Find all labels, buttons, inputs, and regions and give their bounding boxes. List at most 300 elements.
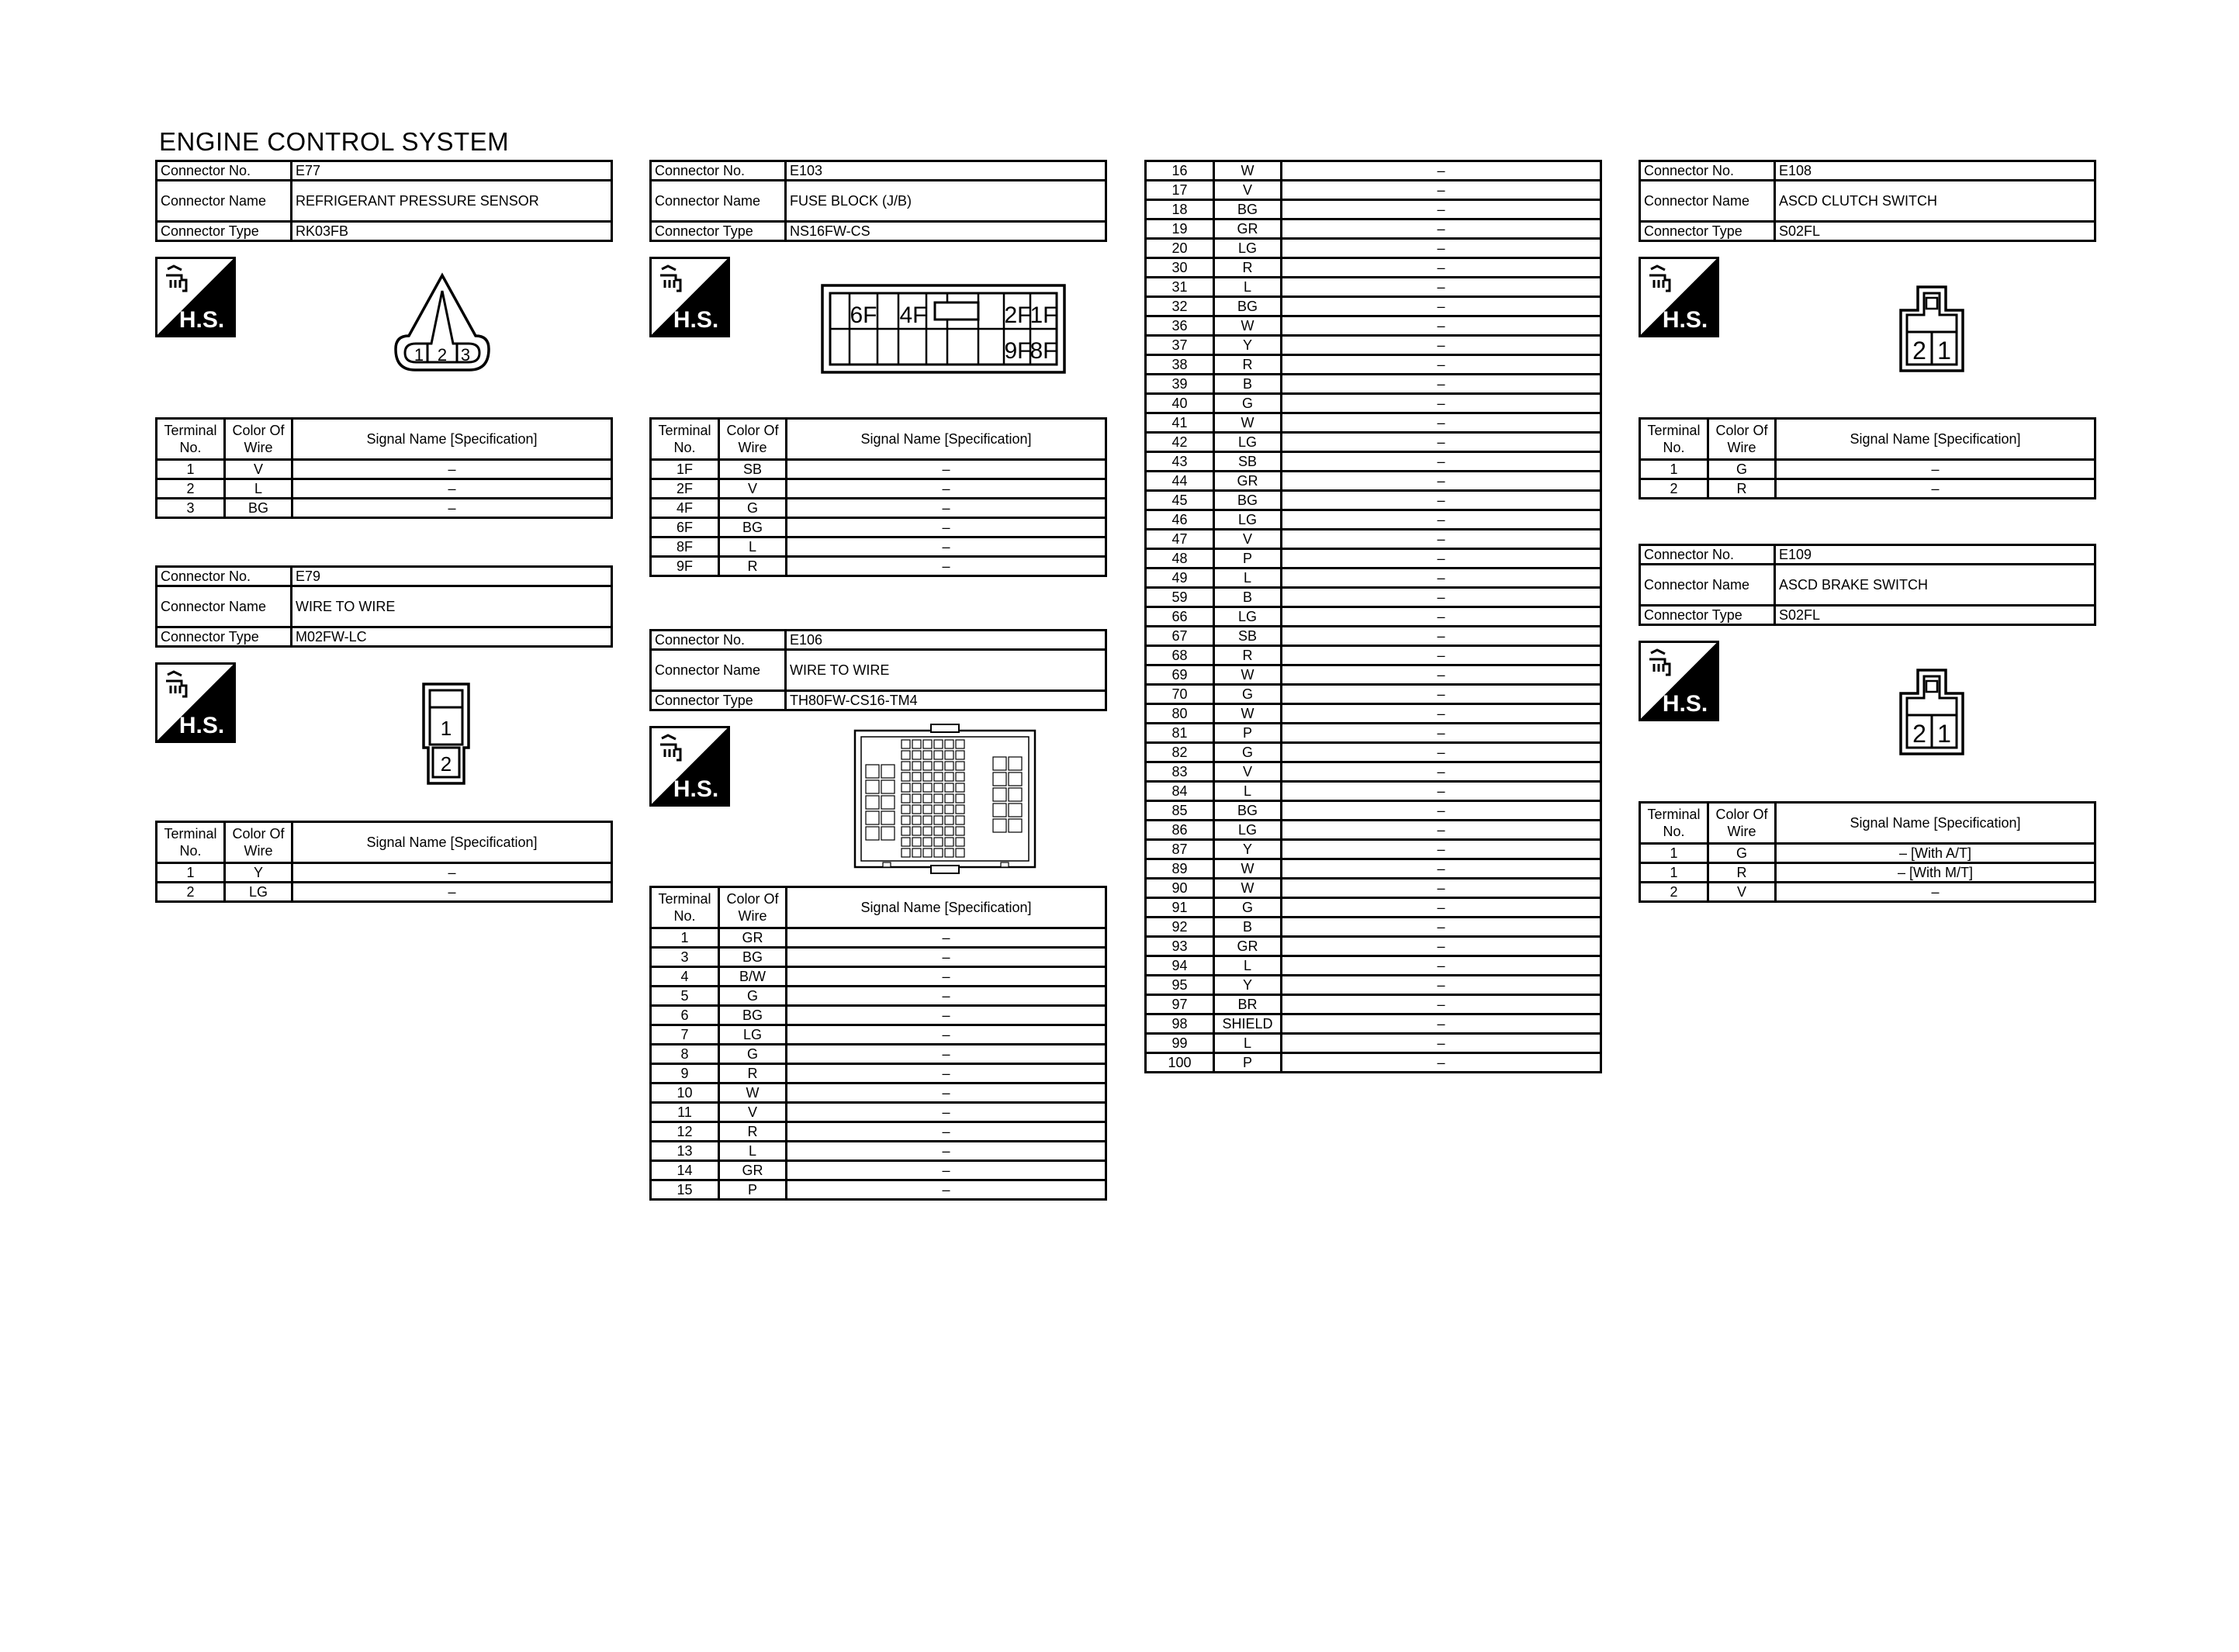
signal-name-cell: – [787,1103,1106,1122]
connector-name-value: WIRE TO WIRE [786,650,1106,691]
signal-name-cell: – [1282,821,1601,840]
table-row [651,1006,1106,1025]
terminal-no-cell: 45 [1146,491,1214,510]
wire-color-cell: G [1708,460,1776,479]
connector-no-value: E106 [786,631,1106,650]
table-row [1146,665,1601,685]
table-row [1146,219,1601,239]
terminal-no-cell: 9F [651,557,719,576]
terminal-no-cell: 8 [651,1045,719,1064]
wire-color-cell: V [719,479,787,499]
terminal-no-cell: 38 [1146,355,1214,375]
signal-name-cell: – [1282,510,1601,530]
signal-name-cell: – [787,1122,1106,1142]
signal-name-cell: – [1282,1034,1601,1053]
table-row [651,557,1106,576]
signal-name-cell: – [1282,530,1601,549]
connector-type-value: TH80FW-CS16-TM4 [786,691,1106,710]
terminal-no-cell: 95 [1146,976,1214,995]
terminal-no-cell: 69 [1146,665,1214,685]
signal-name-cell: – [1282,336,1601,355]
signal-name-cell: – [787,479,1106,499]
terminal-no-cell: 80 [1146,704,1214,724]
signal-name-cell: – [1776,479,2095,499]
color-of-wire-header: Color Of Wire [225,822,292,863]
connector-name-label: Connector Name [157,181,292,222]
signal-name-cell: – [1282,665,1601,685]
wire-color-cell: B/W [719,967,787,987]
terminal-no-cell: 99 [1146,1034,1214,1053]
table-row [651,499,1106,518]
connector-type-label: Connector Type [651,691,786,710]
terminal-no-cell: 4 [651,967,719,987]
e79-connector-face [419,679,473,788]
connector-no-value: E103 [786,161,1106,181]
terminal-no-cell: 93 [1146,937,1214,956]
table-row [1146,762,1601,782]
e108-connector-face [1898,284,1966,374]
wire-color-cell: G [719,1045,787,1064]
wire-color-cell: GR [1214,219,1282,239]
table-row [1146,859,1601,879]
table-row [1146,627,1601,646]
signal-name-cell: – [1282,646,1601,665]
table-row [1146,1014,1601,1034]
table-row [157,863,612,883]
terminal-no-cell: 1 [1640,863,1708,883]
wire-color-cell: P [1214,724,1282,743]
terminal-no-cell: 44 [1146,472,1214,491]
table-row [1146,569,1601,588]
wire-color-cell: LG [1214,607,1282,627]
wire-color-cell: V [719,1103,787,1122]
e77-connector-face [388,268,497,376]
harness-side-icon [649,726,730,807]
table-row [1146,413,1601,433]
table-row [1146,995,1601,1014]
color-of-wire-header: Color Of Wire [719,419,787,460]
connector-no-value: E79 [292,567,612,586]
hs-label: H.S. [1662,691,1708,717]
signal-name-cell: – [1282,1053,1601,1073]
signal-name-cell: – [1282,549,1601,569]
terminal-no-cell: 1 [1640,460,1708,479]
wire-color-cell: W [1214,413,1282,433]
pin-label: 2F [1004,302,1032,328]
wire-color-cell: BG [719,518,787,537]
terminal-no-cell: 42 [1146,433,1214,452]
hs-label: H.S. [1662,307,1708,333]
wire-color-cell: L [1214,956,1282,976]
signal-name-cell: – [787,1025,1106,1045]
table-row [651,1161,1106,1180]
signal-name-header: Signal Name [Specification] [787,887,1106,928]
table-row [1146,452,1601,472]
wire-color-cell: GR [719,1161,787,1180]
table-row [1146,200,1601,219]
table-row [1146,879,1601,898]
table-row [1146,956,1601,976]
harness-side-icon [1639,641,1719,721]
table-row [1146,937,1601,956]
terminal-no-cell: 49 [1146,569,1214,588]
terminal-no-cell: 47 [1146,530,1214,549]
table-row [1146,588,1601,607]
terminal-no-cell: 6 [651,1006,719,1025]
terminal-no-header: Terminal No. [1640,803,1708,844]
terminal-no-cell: 18 [1146,200,1214,219]
terminal-no-cell: 2 [1640,883,1708,902]
signal-name-header: Signal Name [Specification] [292,419,612,460]
terminal-no-cell: 85 [1146,801,1214,821]
terminal-no-cell: 9 [651,1064,719,1083]
connector-no-value: E77 [292,161,612,181]
terminal-no-cell: 92 [1146,918,1214,937]
wire-color-cell: LG [1214,433,1282,452]
wire-color-cell: LG [1214,821,1282,840]
terminal-no-cell: 4F [651,499,719,518]
connector-no-label: Connector No. [157,161,292,181]
table-row [651,948,1106,967]
table-row [1146,801,1601,821]
table-row [651,1103,1106,1122]
wire-color-cell: GR [1214,472,1282,491]
pin-label: 6F [850,302,877,328]
signal-name-cell: – [1776,883,2095,902]
terminal-no-cell: 98 [1146,1014,1214,1034]
terminal-no-cell: 14 [651,1161,719,1180]
connector-name-value: ASCD CLUTCH SWITCH [1775,181,2095,222]
table-row [1146,1034,1601,1053]
connector-type-value: M02FW-LC [292,627,612,647]
signal-name-cell: – [1282,859,1601,879]
connector-name-label: Connector Name [651,181,786,222]
wire-color-cell: GR [719,928,787,948]
harness-side-icon [155,257,236,337]
table-row [1146,1053,1601,1073]
terminal-no-cell: 32 [1146,297,1214,316]
terminal-no-cell: 48 [1146,549,1214,569]
signal-name-cell: – [1282,355,1601,375]
e103-header-table [649,160,1107,242]
table-row [1146,898,1601,918]
pin-label: 3 [460,345,471,365]
terminal-no-cell: 12 [651,1122,719,1142]
wire-color-cell: LG [1214,510,1282,530]
table-row [157,460,612,479]
wire-color-cell: B [1214,375,1282,394]
wire-color-cell: W [1214,316,1282,336]
terminal-no-cell: 1 [1640,844,1708,863]
connector-no-value: E108 [1775,161,2095,181]
terminal-no-cell: 1F [651,460,719,479]
color-of-wire-header: Color Of Wire [1708,803,1776,844]
terminal-no-cell: 84 [1146,782,1214,801]
signal-name-cell: – [292,883,612,902]
signal-name-cell: – [787,499,1106,518]
signal-name-cell: – [1282,297,1601,316]
e106-header-table [649,629,1107,711]
wire-color-cell: P [719,1180,787,1200]
wire-color-cell: R [1214,258,1282,278]
signal-name-cell: – [1282,918,1601,937]
terminal-no-cell: 3 [651,948,719,967]
signal-name-cell: – [787,948,1106,967]
table-row [1146,278,1601,297]
terminal-no-cell: 37 [1146,336,1214,355]
e109-connector-face [1898,667,1966,757]
wire-color-cell: SHIELD [1214,1014,1282,1034]
signal-name-cell: – [1282,724,1601,743]
connector-name-value: WIRE TO WIRE [292,586,612,627]
signal-name-cell: – [787,460,1106,479]
wire-color-cell: LG [1214,239,1282,258]
page-title: ENGINE CONTROL SYSTEM [159,127,510,156]
terminal-no-cell: 86 [1146,821,1214,840]
connector-no-label: Connector No. [651,161,786,181]
table-row [1146,181,1601,200]
signal-name-cell: – [1282,685,1601,704]
e79-terminal-table [155,821,613,903]
signal-name-cell: – [787,518,1106,537]
wire-color-cell: P [1214,1053,1282,1073]
wire-color-cell: G [1214,685,1282,704]
terminal-no-cell: 7 [651,1025,719,1045]
terminal-no-cell: 36 [1146,316,1214,336]
wire-color-cell: BG [1214,801,1282,821]
table-row [1640,863,2095,883]
e103-connector-face [821,284,1066,374]
connector-name-value: REFRIGERANT PRESSURE SENSOR [292,181,612,222]
e106-connector-face [853,723,1036,875]
table-row [1146,239,1601,258]
wire-color-cell: SB [1214,627,1282,646]
signal-name-cell: – [1282,278,1601,297]
connector-no-value: E109 [1775,545,2095,565]
signal-name-cell: – [1282,472,1601,491]
wire-color-cell: L [1214,278,1282,297]
signal-name-cell: – [1282,239,1601,258]
signal-name-cell: – [292,460,612,479]
color-of-wire-header: Color Of Wire [1708,419,1776,460]
wire-color-cell: BG [719,948,787,967]
wire-color-cell: W [1214,879,1282,898]
terminal-no-cell: 30 [1146,258,1214,278]
table-row [1146,472,1601,491]
hs-label: H.S. [673,307,719,333]
wire-color-cell: BG [1214,297,1282,316]
wire-color-cell: W [1214,665,1282,685]
table-row [157,479,612,499]
signal-name-cell: – [1282,956,1601,976]
signal-name-cell: – [787,1161,1106,1180]
wire-color-cell: L [225,479,292,499]
pin-label: 2 [1912,337,1926,365]
pin-label: 2 [1912,720,1926,748]
e79-header-table [155,565,613,648]
wire-color-cell: SB [1214,452,1282,472]
wire-color-cell: BG [225,499,292,518]
harness-side-icon [649,257,730,337]
e103-terminal-table [649,417,1107,577]
signal-name-cell: – [1282,801,1601,821]
table-row [1146,782,1601,801]
wire-color-cell: GR [1214,937,1282,956]
signal-name-cell: – [787,537,1106,557]
wire-color-cell: R [719,1122,787,1142]
wire-color-cell: BG [1214,200,1282,219]
signal-name-cell: – [1282,976,1601,995]
signal-name-cell: – [1282,937,1601,956]
table-row [1146,646,1601,665]
table-row [1146,685,1601,704]
pin-label: 2 [440,752,452,776]
terminal-no-header: Terminal No. [157,419,225,460]
hs-label: H.S. [178,307,225,333]
connector-name-label: Connector Name [1640,181,1775,222]
signal-name-cell: – [1282,840,1601,859]
terminal-no-cell: 39 [1146,375,1214,394]
color-of-wire-header: Color Of Wire [225,419,292,460]
terminal-no-cell: 70 [1146,685,1214,704]
e106-terminal-table-continued [1144,160,1602,1073]
terminal-no-cell: 40 [1146,394,1214,413]
wire-color-cell: L [1214,569,1282,588]
pin-label: 8F [1030,338,1057,364]
terminal-no-cell: 87 [1146,840,1214,859]
connector-name-label: Connector Name [157,586,292,627]
color-of-wire-header: Color Of Wire [719,887,787,928]
signal-name-cell: – [1282,433,1601,452]
wire-color-cell: W [1214,704,1282,724]
terminal-no-cell: 97 [1146,995,1214,1014]
terminal-no-cell: 68 [1146,646,1214,665]
terminal-no-cell: 2F [651,479,719,499]
table-row [651,928,1106,948]
terminal-no-header: Terminal No. [651,419,719,460]
terminal-no-cell: 59 [1146,588,1214,607]
table-row [1146,549,1601,569]
signal-name-cell: – [787,987,1106,1006]
wire-color-cell: B [1214,918,1282,937]
wire-color-cell: G [1214,743,1282,762]
table-row [651,1045,1106,1064]
table-row [651,460,1106,479]
signal-name-cell: – [1282,569,1601,588]
table-row [1146,607,1601,627]
terminal-no-header: Terminal No. [651,887,719,928]
wire-color-cell: Y [1214,976,1282,995]
wire-color-cell: LG [225,883,292,902]
connector-type-value: NS16FW-CS [786,222,1106,241]
signal-name-cell: – [1282,413,1601,433]
table-row [651,537,1106,557]
wire-color-cell: R [1708,479,1776,499]
table-row [1146,258,1601,278]
connector-no-label: Connector No. [1640,545,1775,565]
harness-side-icon [1639,257,1719,337]
terminal-no-cell: 6F [651,518,719,537]
wire-color-cell: SB [719,460,787,479]
wire-color-cell: BG [1214,491,1282,510]
terminal-no-cell: 11 [651,1103,719,1122]
wire-color-cell: G [1708,844,1776,863]
table-row [651,518,1106,537]
wire-color-cell: LG [719,1025,787,1045]
table-row [1146,336,1601,355]
signal-name-header: Signal Name [Specification] [787,419,1106,460]
wire-color-cell: W [719,1083,787,1103]
connector-name-value: FUSE BLOCK (J/B) [786,181,1106,222]
wire-color-cell: Y [225,863,292,883]
table-row [1146,724,1601,743]
terminal-no-cell: 94 [1146,956,1214,976]
signal-name-cell: – [787,967,1106,987]
signal-name-cell: – [292,499,612,518]
terminal-no-cell: 17 [1146,181,1214,200]
pin-label: 1 [1937,720,1951,748]
terminal-no-cell: 43 [1146,452,1214,472]
terminal-no-cell: 81 [1146,724,1214,743]
signal-name-cell: – [1282,161,1601,181]
signal-name-cell: – [787,1064,1106,1083]
wire-color-cell: V [1214,181,1282,200]
connector-type-value: S02FL [1775,222,2095,241]
signal-name-cell: – [787,1045,1106,1064]
table-row [1146,433,1601,452]
wire-color-cell: G [1214,898,1282,918]
signal-name-cell: – [1282,452,1601,472]
wire-color-cell: V [1214,530,1282,549]
wire-color-cell: R [719,1064,787,1083]
terminal-no-cell: 90 [1146,879,1214,898]
table-row [651,479,1106,499]
connector-no-label: Connector No. [1640,161,1775,181]
wire-color-cell: G [719,987,787,1006]
table-row [1146,976,1601,995]
wire-color-cell: R [719,557,787,576]
terminal-no-cell: 67 [1146,627,1214,646]
wire-color-cell: V [225,460,292,479]
terminal-no-cell: 16 [1146,161,1214,181]
signal-name-cell: – [1282,898,1601,918]
connector-type-value: S02FL [1775,606,2095,625]
table-row [651,987,1106,1006]
terminal-no-cell: 1 [651,928,719,948]
wire-color-cell: B [1214,588,1282,607]
terminal-no-cell: 15 [651,1180,719,1200]
terminal-no-cell: 89 [1146,859,1214,879]
signal-name-cell: – [1282,879,1601,898]
connector-type-value: RK03FB [292,222,612,241]
table-row [651,1025,1106,1045]
wire-color-cell: G [719,499,787,518]
signal-name-header: Signal Name [Specification] [1776,803,2095,844]
connector-type-label: Connector Type [1640,222,1775,241]
e109-header-table [1639,544,2096,626]
wire-color-cell: P [1214,549,1282,569]
table-row [1640,460,2095,479]
signal-name-cell: – [1282,627,1601,646]
signal-name-cell: – [787,1006,1106,1025]
signal-name-cell: – [292,863,612,883]
signal-name-cell: – [1282,704,1601,724]
table-row [1146,491,1601,510]
hs-label: H.S. [673,776,719,802]
signal-name-cell: – [With M/T] [1776,863,2095,883]
terminal-no-cell: 31 [1146,278,1214,297]
pin-label: 1 [1937,337,1951,365]
